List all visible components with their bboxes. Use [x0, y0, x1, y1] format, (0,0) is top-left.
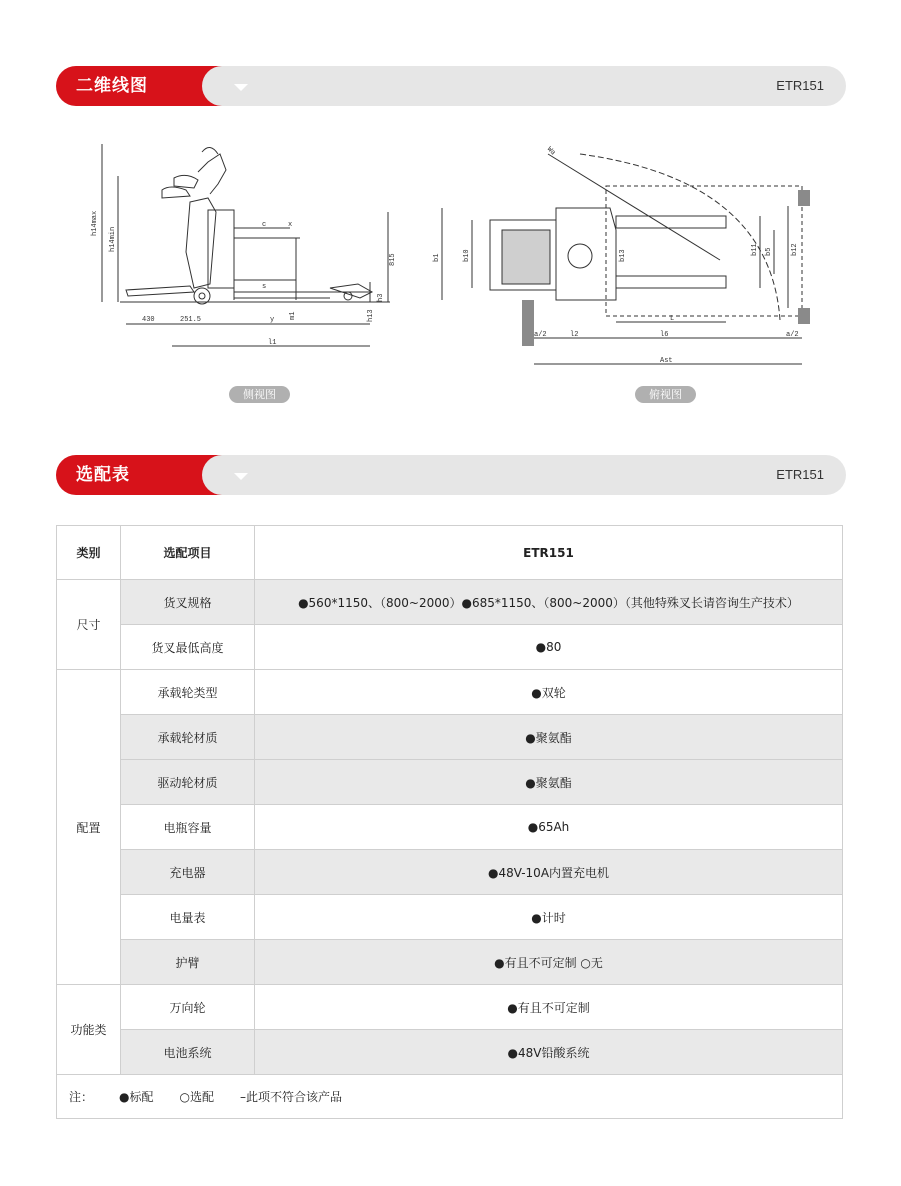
dim-815: 815: [389, 253, 397, 266]
table-row: [57, 805, 843, 850]
dim-h3: h3: [377, 293, 385, 302]
dim-b10: b10: [463, 249, 471, 262]
section-header-drawing: [56, 66, 846, 106]
section-title: 二维线图: [76, 76, 148, 96]
category-cell: 配置: [57, 670, 121, 985]
dim-c: c: [262, 221, 267, 229]
dim-l2: l2: [570, 331, 579, 339]
dim-251-5: 251.5: [180, 316, 202, 324]
value-cell: ●有且不可定制 ○无: [255, 940, 843, 985]
item-cell: 充电器: [121, 850, 255, 895]
dim-h14min: h14min: [109, 226, 117, 252]
section-header-options: [56, 455, 846, 495]
dim-b11: b11: [751, 243, 759, 256]
dim-ast: Ast: [660, 357, 673, 365]
item-cell: 电量表: [121, 895, 255, 940]
dim-430: 430: [142, 316, 155, 324]
table-note-row: [57, 1075, 843, 1119]
value-cell: ●聚氨酯: [255, 715, 843, 760]
caret-down-icon: [234, 84, 248, 91]
dim-x: x: [288, 221, 293, 229]
dim-y: y: [270, 316, 275, 324]
table-row: [57, 580, 843, 625]
value-cell: ●80: [255, 625, 843, 670]
note-na: –此项不符合该产品: [239, 1090, 342, 1104]
category-cell: 功能类: [57, 985, 121, 1075]
table-row: [57, 1030, 843, 1075]
dim-b5: b5: [765, 247, 773, 256]
table-row: [57, 760, 843, 805]
section-title: 选配表: [76, 465, 130, 485]
dim-h14max: h14max: [91, 210, 99, 236]
dim-wa: Wa: [545, 145, 557, 158]
value-cell: ●计时: [255, 895, 843, 940]
dim-b12: b12: [791, 243, 799, 256]
table-row: [57, 850, 843, 895]
value-cell: ●48V铅酸系统: [255, 1030, 843, 1075]
section-model: ETR151: [776, 467, 824, 482]
value-cell: ●65Ah: [255, 805, 843, 850]
dim-L: L: [670, 315, 675, 323]
item-cell: 承载轮类型: [121, 670, 255, 715]
item-cell: 万向轮: [121, 985, 255, 1030]
table-row: [57, 940, 843, 985]
table-row: [57, 670, 843, 715]
side-view-caption: 侧视图: [229, 386, 290, 403]
top-view-drawing: [430, 140, 810, 370]
note-standard: ●标配: [119, 1090, 154, 1104]
value-cell: ●有且不可定制: [255, 985, 843, 1030]
item-cell: 货叉最低高度: [121, 625, 255, 670]
dim-h13: h13: [367, 309, 375, 322]
dim-b13: b13: [619, 249, 627, 262]
header-model: ETR151: [255, 526, 843, 580]
dim-s: s: [262, 283, 267, 291]
options-table: [56, 525, 843, 1119]
dim-b1: b1: [433, 253, 441, 262]
header-item: 选配项目: [121, 526, 255, 580]
section-model: ETR151: [776, 78, 824, 93]
category-cell: 尺寸: [57, 580, 121, 670]
item-cell: 护臂: [121, 940, 255, 985]
dim-l6: l6: [660, 331, 669, 339]
item-cell: 电瓶容量: [121, 805, 255, 850]
caret-down-icon: [234, 473, 248, 480]
note-label: 注：: [69, 1090, 94, 1104]
item-cell: 承载轮材质: [121, 715, 255, 760]
dim-m1: m1: [289, 311, 297, 320]
value-cell: ●聚氨酯: [255, 760, 843, 805]
dim-l1: l1: [268, 339, 277, 347]
value-cell: ●双轮: [255, 670, 843, 715]
legend-note: [57, 1075, 843, 1119]
dim-a2-left: a/2: [534, 331, 547, 339]
table-row: [57, 715, 843, 760]
item-cell: 驱动轮材质: [121, 760, 255, 805]
value-cell: ●48V-10A内置充电机: [255, 850, 843, 895]
value-cell: ●560*1150、（800~2000）●685*1150、（800~2000）（其他特殊叉长请咨询生产技术）: [255, 580, 843, 625]
item-cell: 电池系统: [121, 1030, 255, 1075]
dim-a2-right: a/2: [786, 331, 799, 339]
table-row: [57, 895, 843, 940]
side-view-drawing: [90, 132, 410, 362]
table-row: [57, 625, 843, 670]
top-view-caption: 俯视图: [635, 386, 696, 403]
header-category: 类别: [57, 526, 121, 580]
note-optional: ○选配: [179, 1090, 214, 1104]
table-row: [57, 985, 843, 1030]
item-cell: 货叉规格: [121, 580, 255, 625]
table-header-row: [57, 526, 843, 580]
